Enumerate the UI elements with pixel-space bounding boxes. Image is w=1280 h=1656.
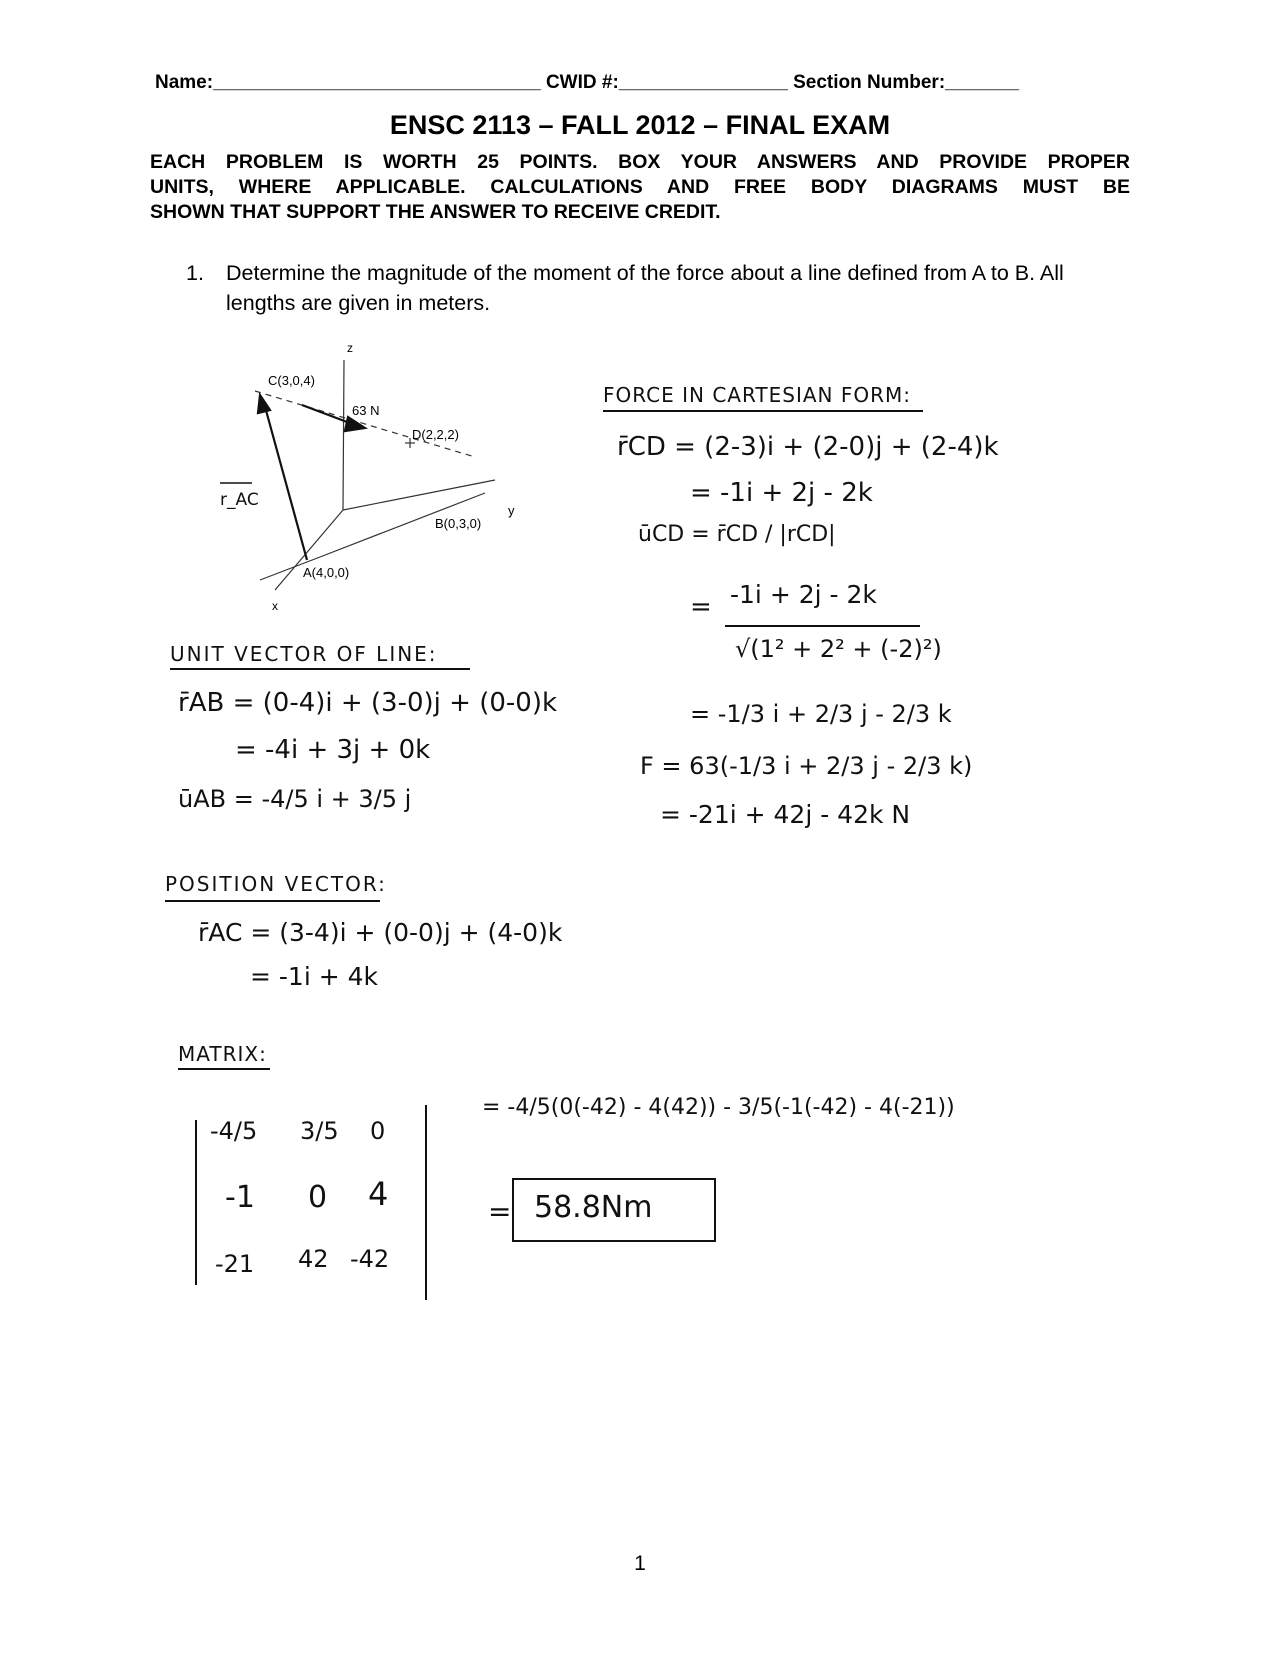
matrix-cell: 42 [298,1245,329,1273]
matrix-cell: -21 [215,1250,255,1278]
page-number: 1 [634,1552,646,1575]
u-cd-fraction-equals: = [690,592,712,622]
z-axis [343,360,344,510]
matrix-heading: MATRIX: [178,1042,267,1066]
x-axis-label: x [272,599,278,613]
r-cd-line-1: r̄CD = (2-3)i + (2-0)j + (2-4)k [617,432,999,462]
heading-underline [170,668,470,670]
r-ac-line-1: r̄AC = (3-4)i + (0-0)j + (4-0)k [198,918,563,947]
force-cartesian-heading: FORCE IN CARTESIAN FORM: [603,383,911,407]
force-magnitude-label: 63 N [352,403,380,418]
u-cd-line: ūCD = r̄CD / |rCD| [638,522,836,547]
position-vector-heading: POSITION VECTOR: [165,872,387,896]
matrix-cell: -1 [225,1180,255,1215]
question-text: Determine the magnitude of the moment of the force about a line defined from A to B. All lengths are given in meters. [226,261,1064,315]
heading-underline [165,900,380,902]
exam-title: ENSC 2113 – FALL 2012 – FINAL EXAM [389,110,891,140]
matrix-cell: 4 [368,1175,389,1213]
r-ab-line-1: r̄AB = (0-4)i + (3-0)j + (0-0)k [178,688,558,718]
instruction-line: SHOWN THAT SUPPORT THE ANSWER TO RECEIVE CREDIT. [150,201,721,223]
determinant-expansion: = -4/5(0(-42) - 4(42)) - 3/5(-1(-42) - 4(-21)) [482,1095,955,1120]
fraction-bar [725,625,920,627]
force-diagram [220,341,540,635]
u-ab-line: ūAB = -4/5 i + 3/5 j [178,785,412,813]
unit-vector-heading: UNIT VECTOR OF LINE: [170,642,438,666]
u-cd-result: = -1/3 i + 2/3 j - 2/3 k [690,700,952,728]
point-d-label: D(2,2,2) [412,427,459,442]
point-c-label: C(3,0,4) [268,373,315,388]
header-line [155,72,1125,94]
name-label: Name: [155,72,214,93]
line-cd-dashed [255,391,475,457]
matrix-cell: -4/5 [210,1117,258,1145]
point-b-label: B(0,3,0) [435,516,482,531]
heading-underline [603,410,923,412]
r-ac-line-2: = -1i + 4k [250,962,378,991]
heading-underline [178,1068,270,1070]
r-ac-arrowhead [258,395,270,413]
determinant-right-bar [425,1105,427,1300]
instruction-line: UNITS, WHERE APPLICABLE. CALCULATIONS AND FREE BODY DIAGRAMS MUST BE [150,176,1130,198]
u-cd-fraction-denominator: √(1² + 2² + (-2)²) [735,635,942,663]
u-cd-fraction-numerator: -1i + 2j - 2k [730,580,877,609]
answer-equals: = [488,1195,512,1228]
force-arrowhead [345,417,365,431]
point-a-label: A(4,0,0) [303,565,350,580]
y-axis-label: y [508,503,515,518]
z-axis-label: z [347,341,353,355]
answer-value: 58.8Nm [534,1190,653,1225]
answer-box [512,1178,716,1242]
cwid-label: CWID #: [545,72,619,93]
matrix-cell: 0 [370,1117,386,1145]
force-line-2: = -21i + 42j - 42k N [660,800,911,829]
instruction-line: EACH PROBLEM IS WORTH 25 POINTS. BOX YOUR ANSWERS AND PROVIDE PROPER [150,151,1130,173]
section-field[interactable]: _______ [945,72,1020,93]
r-ac-vector [264,403,307,560]
question-number: 1. [186,261,204,285]
matrix-cell: -42 [350,1245,390,1273]
instructions [150,150,1130,225]
cwid-field[interactable]: ________________ [618,72,788,93]
determinant-left-bar [195,1120,197,1285]
matrix-cell: 0 [308,1180,328,1215]
r-ac-label: r_AC [220,490,259,510]
y-axis [343,480,495,510]
section-label: Section Number: [793,72,946,93]
name-field[interactable]: _______________________________ [213,72,541,93]
r-ab-line-2: = -4i + 3j + 0k [235,735,431,765]
matrix-cell: 3/5 [300,1117,339,1145]
force-line-1: F = 63(-1/3 i + 2/3 j - 2/3 k) [640,752,973,780]
r-cd-line-2: = -1i + 2j - 2k [690,478,873,508]
